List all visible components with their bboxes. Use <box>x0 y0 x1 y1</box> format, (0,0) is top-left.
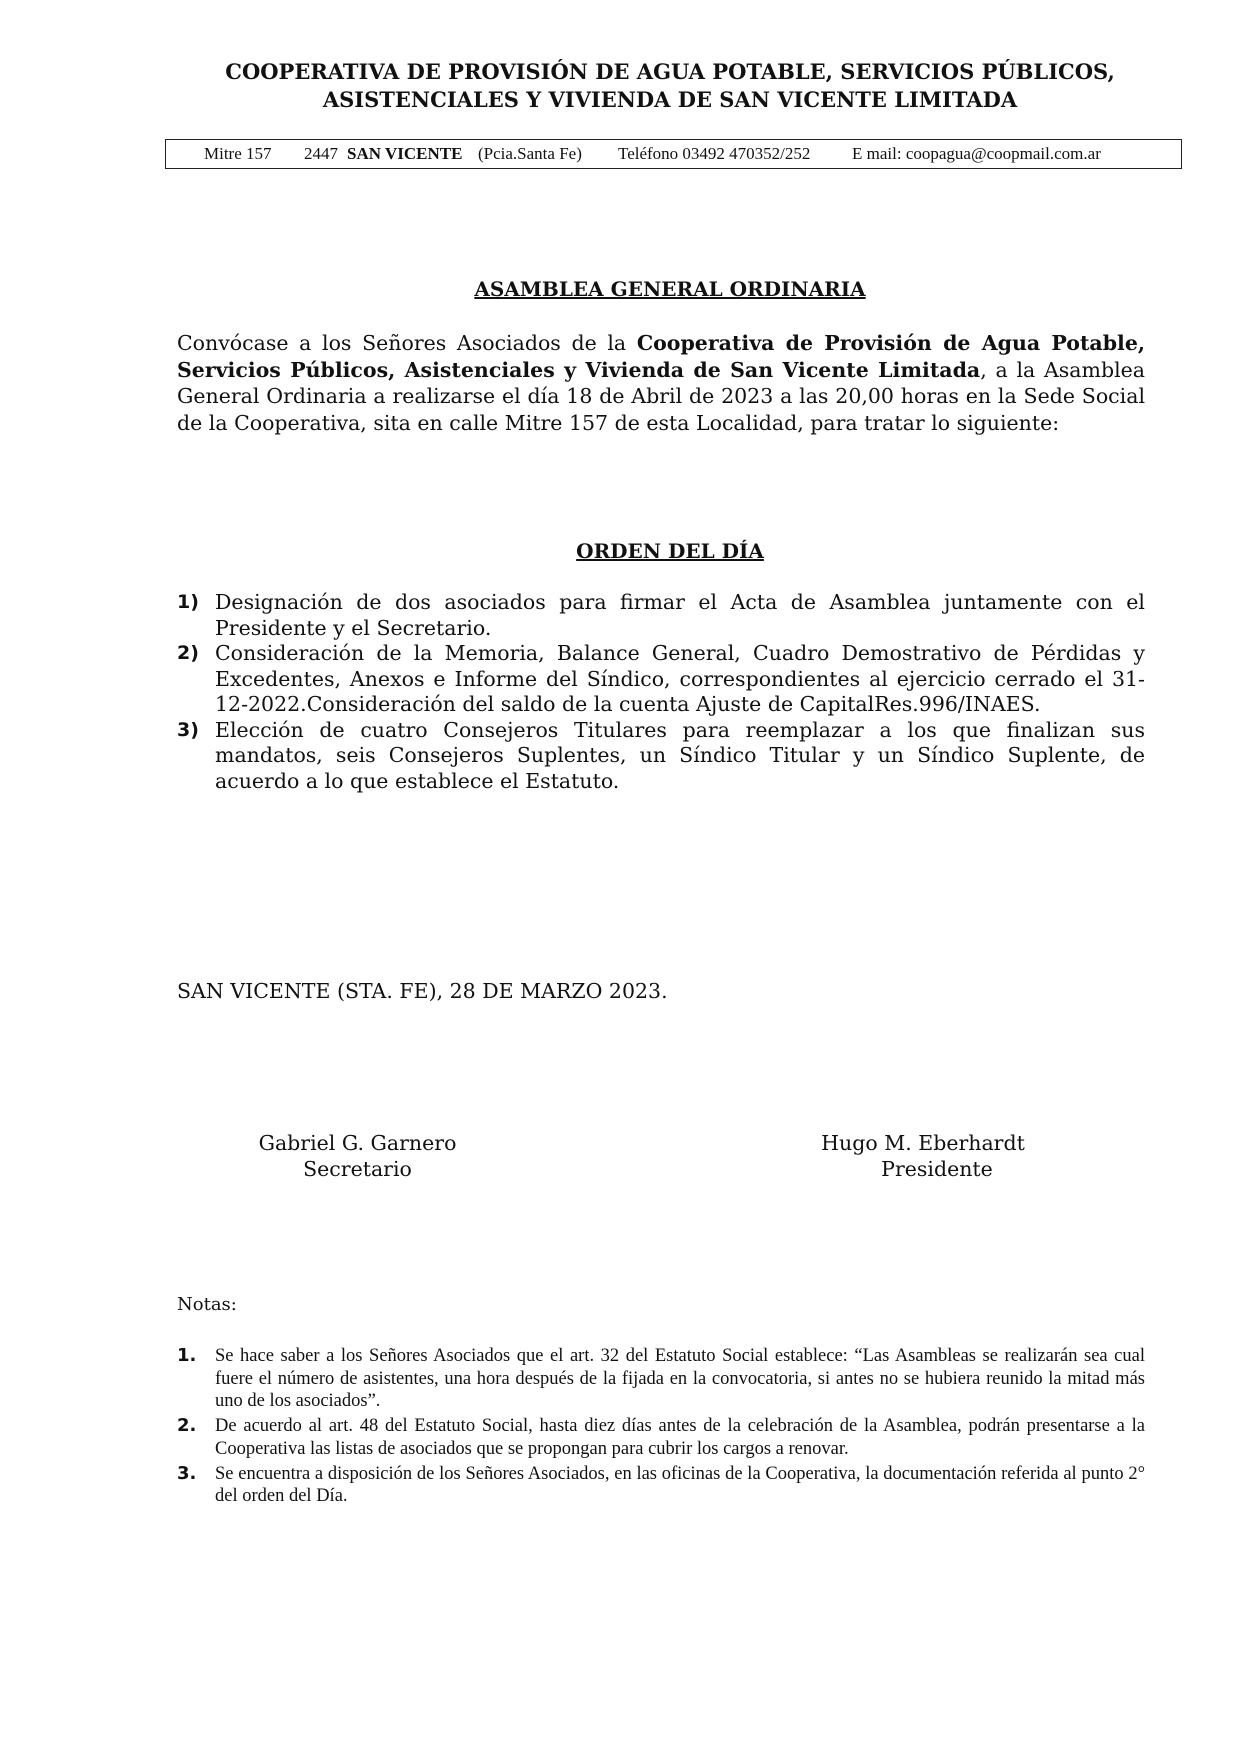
agenda-item-number: 1) <box>177 591 199 613</box>
contact-info-box <box>165 139 1182 169</box>
document-title: ASAMBLEA GENERAL ORDINARIA <box>474 277 866 301</box>
notes-label: Notas: <box>177 1294 237 1315</box>
note-item-number: 3. <box>177 1462 197 1484</box>
agenda-item-text: Consideración de la Memoria, Balance General, Cuadro Demostrativo de Pérdidas y Excedentes, Anexos e Informe del Síndico, correspondientes al ejercicio cerrado el 31-12-2022.Consideración del saldo de la cuenta Ajuste de CapitalRes.996/INAES. <box>215 641 1145 716</box>
signer-role: Secretario <box>303 1157 412 1181</box>
note-item <box>177 1415 1145 1460</box>
organization-name <box>150 58 1190 114</box>
province: (Pcia.Santa Fe) <box>478 144 582 163</box>
agenda-item <box>177 718 1145 795</box>
note-item-text: De acuerdo al art. 48 del Estatuto Social, hasta diez días antes de la celebración de la Asamblea, podrán presentarse a la Cooperativa las listas de asociados que se propongan para cubrir los cargos a renovar. <box>215 1416 1145 1459</box>
organization-name-line2: ASISTENCIALES Y VIVIENDA DE SAN VICENTE LIMITADA <box>322 87 1018 112</box>
signature-president <box>813 1130 1033 1182</box>
organization-name-line1: COOPERATIVA DE PROVISIÓN DE AGUA POTABLE, SERVICIOS PÚBLICOS, <box>225 59 1115 84</box>
agenda-item <box>177 590 1145 641</box>
agenda-item-number: 2) <box>177 642 199 664</box>
intro-cooperative-name: Cooperativa de Provisión de Agua Potable, Servicios Públicos, Asistenciales y Vivienda de San Vicente Limitada <box>177 331 1145 382</box>
agenda-item-text: Designación de dos asociados para firmar el Acta de Asamblea juntamente con el Presidente y el Secretario. <box>215 590 1145 640</box>
note-item-number: 1. <box>177 1345 197 1366</box>
note-item-number: 2. <box>177 1415 197 1437</box>
email: E mail: coopagua@coopmail.com.ar <box>852 144 1101 163</box>
agenda-item-text: Elección de cuatro Consejeros Titulares para reemplazar a los que finalizan sus mandatos, seis Consejeros Suplentes, un Síndico Titular y un Síndico Suplente, de acuerdo a lo que establece el Estatuto. <box>215 717 1145 793</box>
agenda-list <box>177 590 1145 794</box>
signer-role: Presidente <box>881 1157 993 1181</box>
note-item <box>177 1463 1145 1508</box>
intro-start: Convócase a los Señores Asociados de la <box>177 331 637 355</box>
city: SAN VICENTE <box>347 144 463 163</box>
note-item-text: Se hace saber a los Señores Asociados que el art. 32 del Estatuto Social establece: “Las Asambleas se realizarán sea cual fuere el número de asistentes, una hora después de la fijada en la convocatoria, si antes no se hubiera reunido la mitad más uno de los asociados”. <box>215 1346 1145 1412</box>
address: Mitre 157 <box>204 144 272 163</box>
convocation-paragraph <box>177 330 1145 436</box>
place-and-date: SAN VICENTE (STA. FE), 28 DE MARZO 2023. <box>177 979 668 1003</box>
signature-secretary <box>250 1130 465 1182</box>
agenda-item <box>177 641 1145 718</box>
signer-name: Gabriel G. Garnero <box>258 1131 457 1155</box>
note-item-text: Se encuentra a disposición de los Señores Asociados, en las oficinas de la Cooperativa, la documentación referida al punto 2° del orden del Día. <box>215 1463 1145 1507</box>
notes-list <box>177 1345 1145 1508</box>
agenda-title: ORDEN DEL DÍA <box>576 539 764 563</box>
phone: Teléfono 03492 470352/252 <box>618 144 811 163</box>
note-item <box>177 1345 1145 1413</box>
postal-code: 2447 <box>304 144 338 163</box>
agenda-item-number: 3) <box>177 718 199 741</box>
intro-end: , a la Asamblea General Ordinaria a realizarse el día 18 de Abril de 2023 a las 20,00 horas en la Sede Social de la Cooperativa, sita en calle Mitre 157 de esta Localidad, para tratar lo siguiente: <box>177 357 1145 435</box>
signer-name: Hugo M. Eberhardt <box>821 1131 1025 1155</box>
